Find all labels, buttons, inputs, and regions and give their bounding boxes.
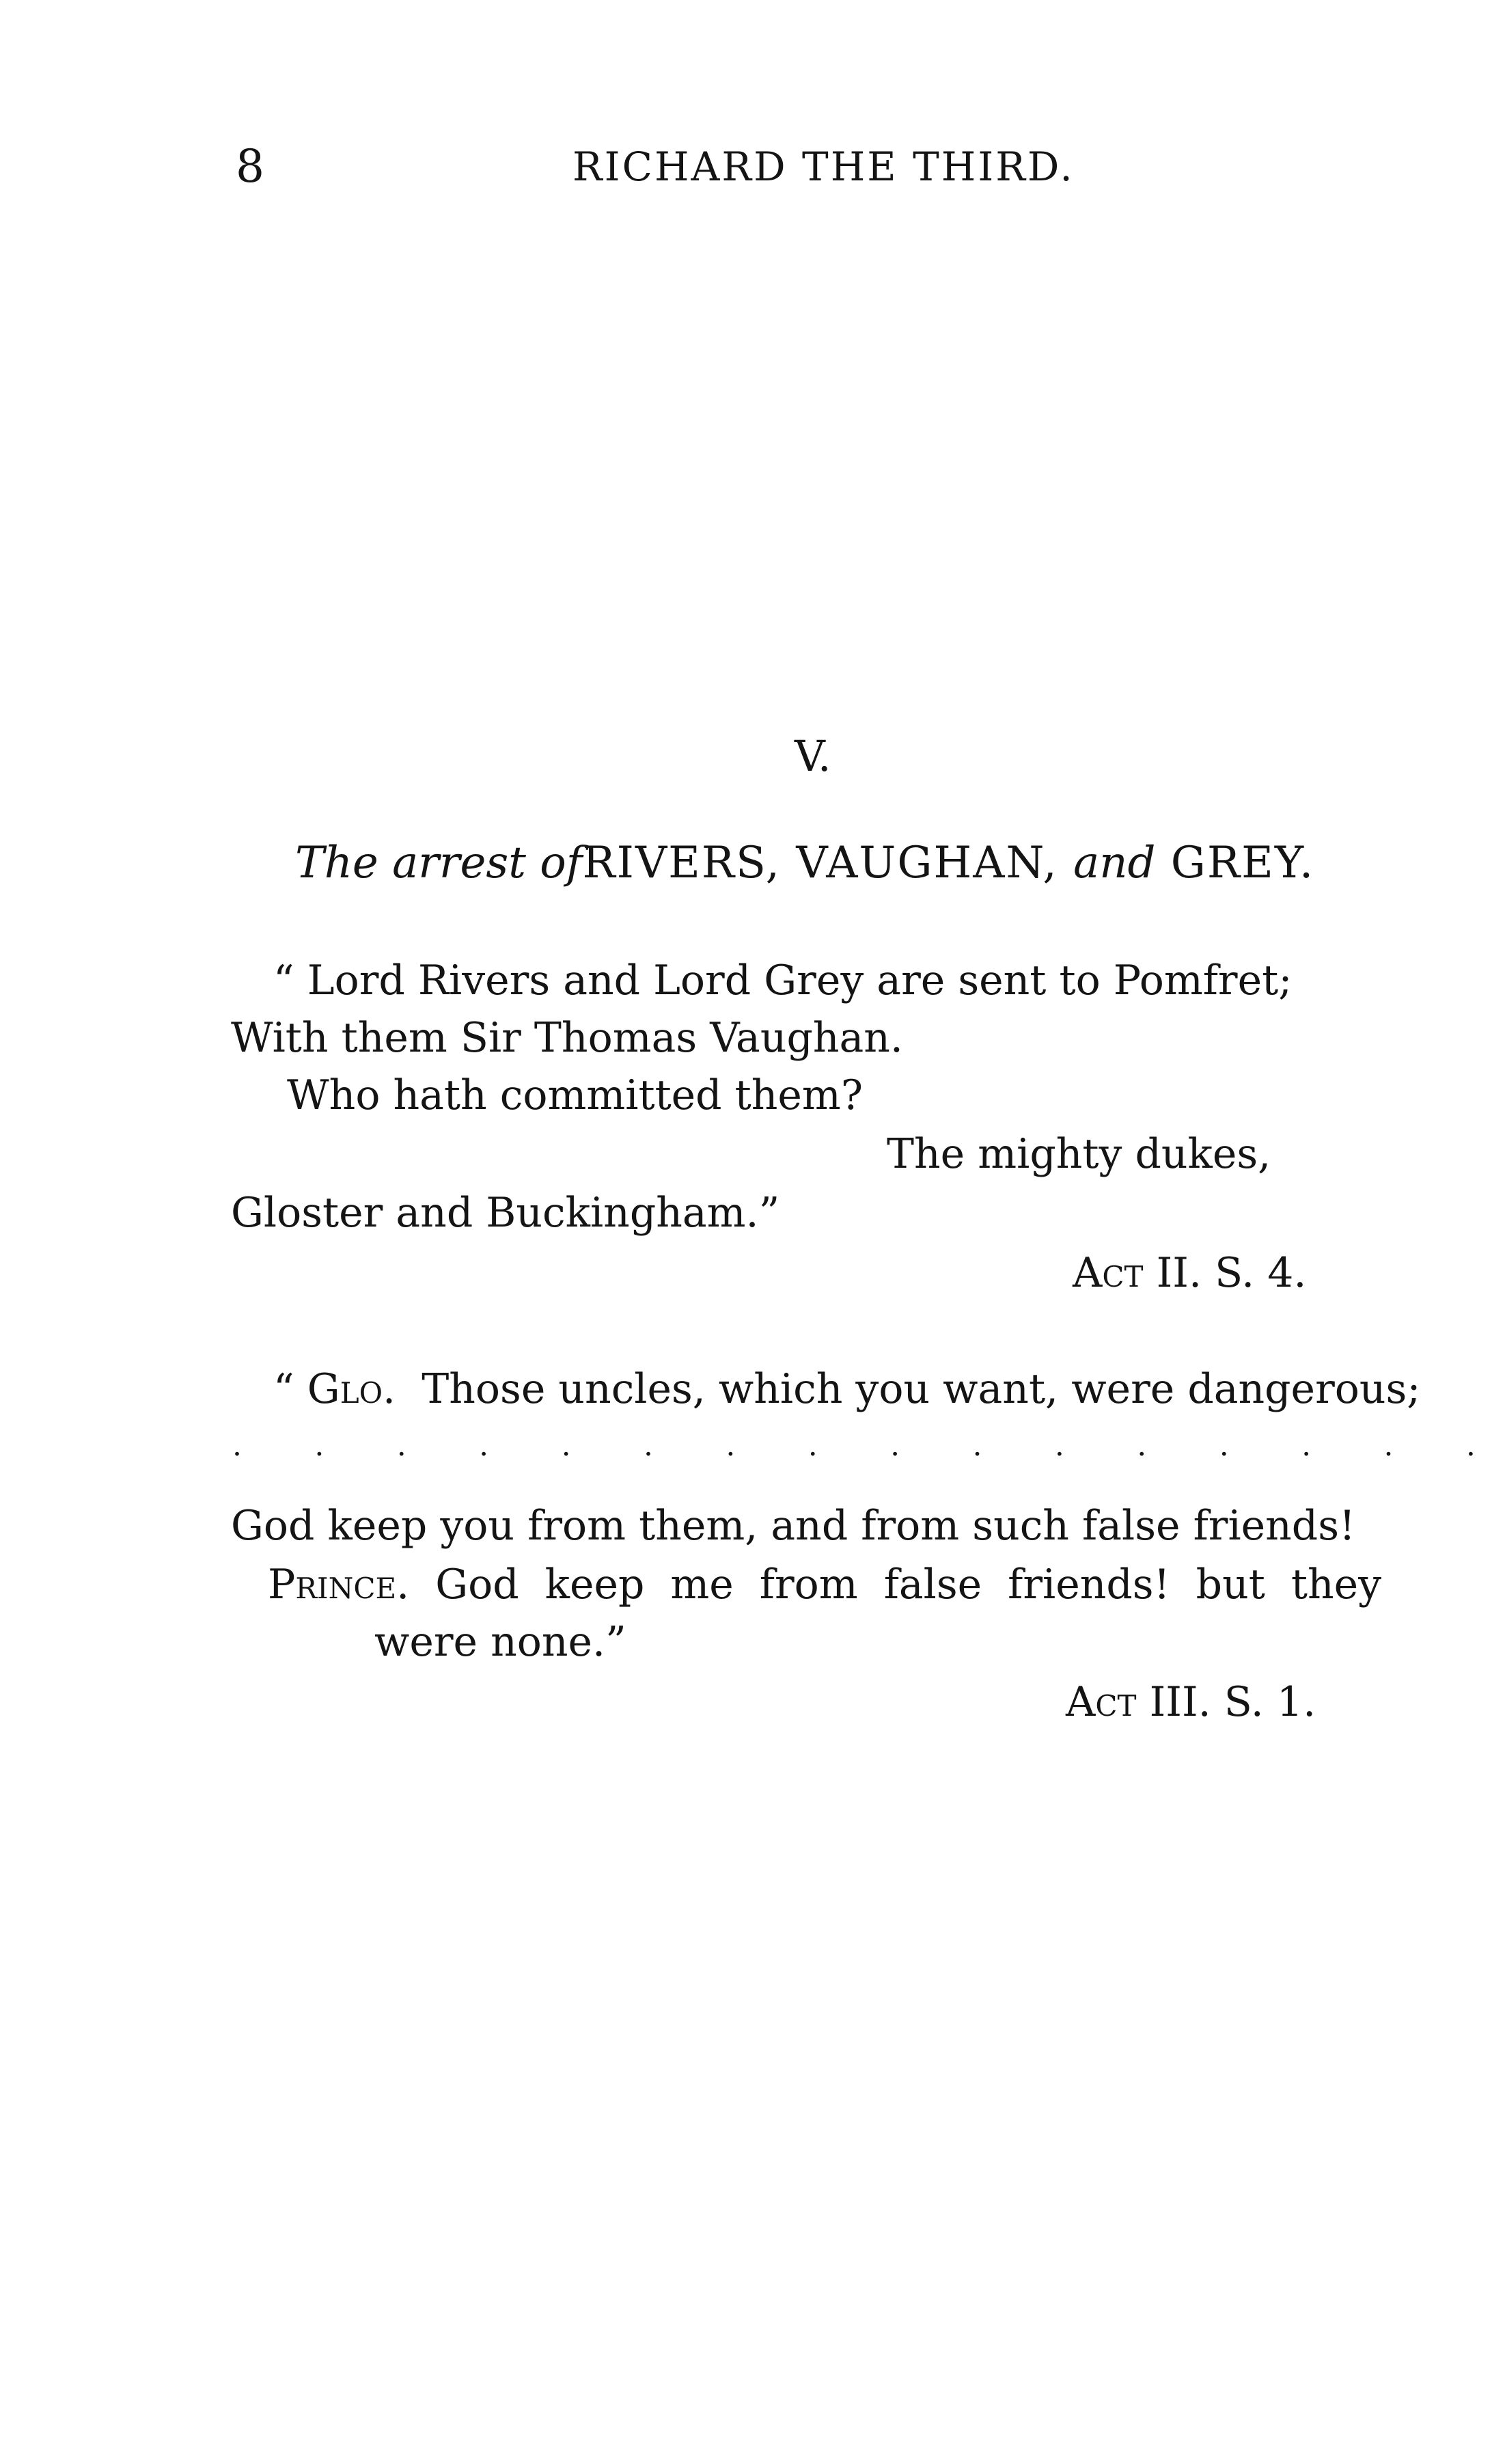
speech-word: false [883, 1561, 982, 1609]
ellipsis-dot: . [1054, 1428, 1064, 1463]
ellipsis-dot: . [890, 1428, 900, 1463]
speaker-prince: Prince. [268, 1561, 410, 1609]
quote2-ref-rest: III. S. 1. [1149, 1678, 1316, 1726]
ellipsis-dot: . [643, 1428, 653, 1463]
ellipsis-dot: . [1383, 1428, 1394, 1463]
quote1-reference [1073, 1249, 1306, 1297]
ellipsis-dot: . [232, 1428, 242, 1463]
quote1-line-4: The mighty dukes, [887, 1130, 1271, 1178]
quote2-line-2: God keep you from them, and from such false friends! [231, 1502, 1356, 1550]
page-number: 8 [236, 140, 264, 193]
title-prefix: The arrest of [295, 838, 583, 888]
speech-word: God [435, 1561, 519, 1609]
ellipsis-dot: . [479, 1428, 489, 1463]
ellipsis-dot: . [1137, 1428, 1147, 1463]
speech-word: they [1290, 1561, 1381, 1609]
quote2-line-1-text: Those uncles, which you want, were dangerous; [422, 1365, 1421, 1413]
speech-word: from [759, 1561, 858, 1609]
quote1-line-5: Gloster and Buckingham.” [231, 1189, 780, 1237]
quote2-line-3 [268, 1561, 1381, 1609]
ellipsis-dot: . [396, 1428, 406, 1463]
ellipsis-dot: . [972, 1428, 982, 1463]
ellipsis-dot: . [1219, 1428, 1229, 1463]
quote2-ref-act: Act [1066, 1678, 1137, 1726]
speech-word: me [670, 1561, 734, 1609]
title-and: and [1073, 838, 1156, 888]
ellipsis-dot: . [1301, 1428, 1312, 1463]
title-names-1: RIVERS, VAUGHAN, [582, 838, 1058, 888]
quote2-reference [1066, 1678, 1316, 1726]
section-title [295, 838, 1314, 888]
quote2-open-quote: “ [273, 1365, 294, 1413]
ellipsis-dot: . [807, 1428, 818, 1463]
quote1-ref-rest: II. S. 4. [1156, 1249, 1307, 1297]
quote2-line-4: were none.” [374, 1618, 626, 1666]
ellipsis-dot: . [726, 1428, 736, 1463]
ellipsis-row [232, 1428, 1476, 1463]
ellipsis-dot: . [314, 1428, 325, 1463]
running-title: RICHARD THE THIRD. [572, 143, 1075, 190]
speech-word: keep [544, 1561, 645, 1609]
speaker-glo: Glo. [307, 1365, 396, 1413]
quote2-line-1 [273, 1365, 1421, 1413]
section-number: V. [795, 731, 831, 781]
title-names-2: GREY. [1170, 838, 1315, 888]
quote1-line-1: “ Lord Rivers and Lord Grey are sent to Pomfret; [273, 957, 1293, 1004]
speech-word: but [1196, 1561, 1265, 1609]
quote1-line-3: Who hath committed them? [287, 1071, 863, 1119]
quote1-ref-act: Act [1073, 1249, 1144, 1297]
ellipsis-dot: . [1465, 1428, 1476, 1463]
quote1-line-2: With them Sir Thomas Vaughan. [231, 1014, 903, 1062]
speech-word: friends! [1008, 1561, 1170, 1609]
ellipsis-dot: . [561, 1428, 571, 1463]
